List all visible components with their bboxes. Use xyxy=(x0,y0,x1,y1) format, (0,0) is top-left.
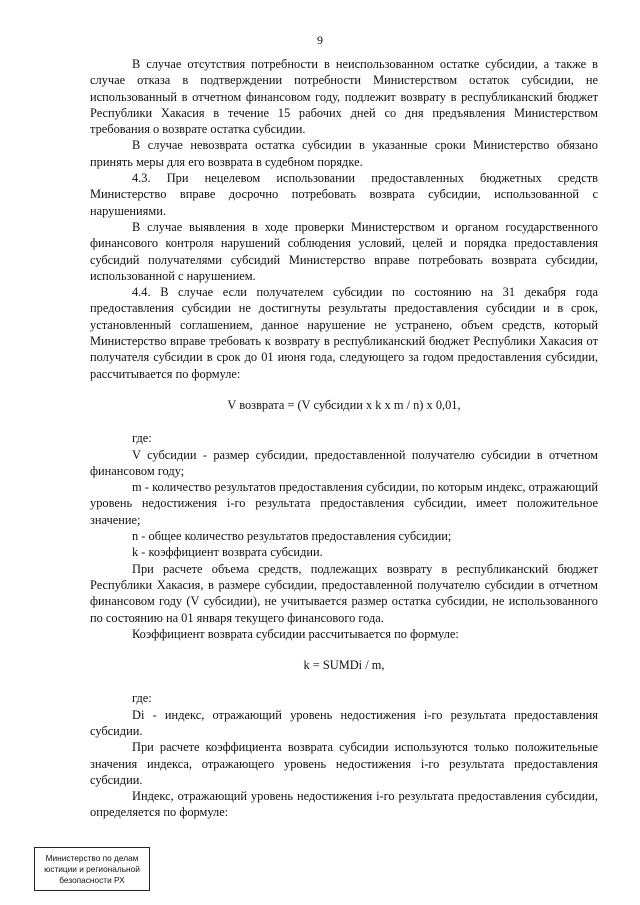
ministry-stamp xyxy=(34,847,150,891)
stamp-line-1: Министерство по делам xyxy=(45,852,139,863)
paragraph-4-4: 4.4. В случае если получателем субсидии по состоянию на 31 декабря года предоставления субсидии не достигнуты результаты предоставления субсидии и в срок, установленный соглашением, данное нарушение не устранено, объем средств, который Министерство вправе требовать к возврату в республиканский бюджет Республики Хакасия от получателя субсидии в срок до 01 июня года, следующего за годом предоставления субсидии, рассчитывается по формуле: xyxy=(90,285,598,381)
definition-m: m - количество результатов предоставления субсидии, по которым индекс, отражающий уровень недостижения i-го результата предоставления субсидии, имеет положительное значение; xyxy=(90,480,598,527)
where-label-1: где: xyxy=(132,431,152,446)
page-number: 9 xyxy=(317,33,323,47)
stamp-line-2: юстиции и региональной xyxy=(44,863,140,874)
paragraph-non-return: В случае невозврата остатка субсидии в указанные сроки Министерство обязано принять меры для его возврата в судебном порядке. xyxy=(90,138,598,169)
stamp-line-3: безопасности РХ xyxy=(59,874,125,885)
formula-coefficient: k = SUMDi / m, xyxy=(303,658,385,673)
where-label-2: где: xyxy=(132,691,152,706)
definition-k: k - коэффициент возврата субсидии. xyxy=(132,545,323,560)
definition-di: Di - индекс, отражающий уровень недостижения i-го результата предоставления субсидии. xyxy=(90,707,598,738)
document-body xyxy=(90,56,598,821)
paragraph-positive-values: При расчете коэффициента возврата субсидии используются только положительные значения индекса, отражающего уровень недостижения i-го результата предоставления субсидии. xyxy=(90,740,598,787)
paragraph-calculation: При расчете объема средств, подлежащих возврату в республиканский бюджет Республики Хакасия, в размере субсидии, предоставленной получателю субсидии в отчетном финансовом году (V субсидии), не учитывается размер остатка субсидии, не использованного по состоянию на 01 января текущего финансового года. xyxy=(90,561,598,625)
paragraph-4-3: 4.3. При нецелевом использовании предоставленных бюджетных средств Министерство вправе досрочно потребовать возврата субсидии, использованной с нарушениями. xyxy=(90,171,598,218)
paragraph-unused-balance: В случае отсутствия потребности в неиспользованном остатке субсидии, а также в случае отказа в подтверждении потребности Министерством остаток субсидии, не использованный в отчетном финансовом году, подлежит возврату в республиканский бюджет Республики Хакасия в течение 15 рабочих дней со дня предъявления Министерством требования о возврате остатка субсидии. xyxy=(90,57,598,137)
definition-v-subsidy: V субсидии - размер субсидии, предоставленной получателю субсидии в отчетном финансовом году; xyxy=(90,447,598,478)
paragraph-coefficient: Коэффициент возврата субсидии рассчитывается по формуле: xyxy=(132,626,459,641)
formula-return-volume: V возврата = (V субсидии x k x m / n) x 0,01, xyxy=(227,397,461,412)
paragraph-index-formula: Индекс, отражающий уровень недостижения i-го результата предоставления субсидии, определяется по формуле: xyxy=(90,789,598,820)
definition-n: n - общее количество результатов предоставления субсидии; xyxy=(132,529,452,544)
paragraph-violations: В случае выявления в ходе проверки Министерством и органом государственного финансового контроля нарушений соблюдения условий, целей и порядка предоставления субсидий получателями субсидий Министерство вправе потребовать возврата субсидии, использованной с нарушением. xyxy=(90,219,598,283)
